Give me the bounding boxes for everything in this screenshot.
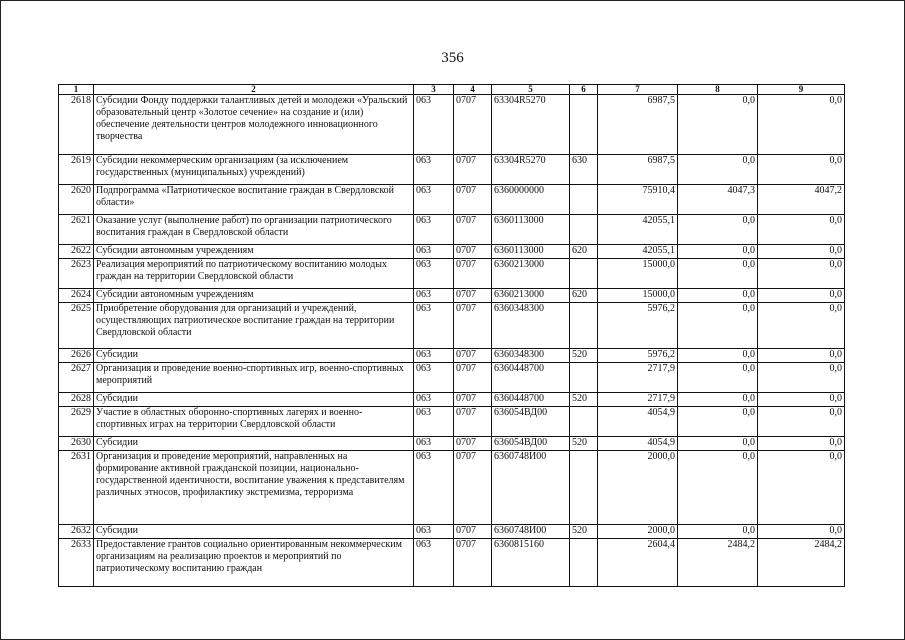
row-target-code: 6360448700 bbox=[492, 363, 570, 393]
row-description: Субсидии автономным учреждениям bbox=[94, 245, 414, 259]
row-ministry-code: 063 bbox=[414, 95, 454, 155]
row-amount-col9: 0,0 bbox=[758, 451, 845, 525]
row-section-code: 0707 bbox=[454, 451, 492, 525]
row-section-code: 0707 bbox=[454, 393, 492, 407]
row-amount-col9: 0,0 bbox=[758, 259, 845, 289]
table-body bbox=[59, 95, 845, 587]
row-section-code: 0707 bbox=[454, 539, 492, 587]
row-description: Субсидии bbox=[94, 437, 414, 451]
row-number: 2628 bbox=[59, 393, 94, 407]
row-section-code: 0707 bbox=[454, 407, 492, 437]
row-amount-col7: 6987,5 bbox=[598, 155, 678, 185]
row-expense-type: 520 bbox=[570, 525, 598, 539]
row-amount-col9: 0,0 bbox=[758, 525, 845, 539]
column-header: 9 bbox=[758, 85, 845, 95]
row-section-code: 0707 bbox=[454, 155, 492, 185]
row-amount-col7: 5976,2 bbox=[598, 303, 678, 349]
row-amount-col7: 5976,2 bbox=[598, 349, 678, 363]
row-target-code: 6360000000 bbox=[492, 185, 570, 215]
row-amount-col7: 15000,0 bbox=[598, 289, 678, 303]
row-ministry-code: 063 bbox=[414, 155, 454, 185]
row-description: Субсидии bbox=[94, 349, 414, 363]
column-header: 1 bbox=[59, 85, 94, 95]
table-row bbox=[59, 259, 845, 289]
row-target-code: 6360815160 bbox=[492, 539, 570, 587]
row-target-code: 6360213000 bbox=[492, 259, 570, 289]
row-amount-col9: 0,0 bbox=[758, 245, 845, 259]
header-row bbox=[59, 85, 845, 95]
row-ministry-code: 063 bbox=[414, 259, 454, 289]
table-row bbox=[59, 525, 845, 539]
row-target-code: 6360748И00 bbox=[492, 525, 570, 539]
row-amount-col8: 0,0 bbox=[678, 155, 758, 185]
row-amount-col9: 0,0 bbox=[758, 349, 845, 363]
row-section-code: 0707 bbox=[454, 525, 492, 539]
column-header: 5 bbox=[492, 85, 570, 95]
row-expense-type bbox=[570, 363, 598, 393]
row-description: Субсидии bbox=[94, 525, 414, 539]
table-row bbox=[59, 349, 845, 363]
row-number: 2625 bbox=[59, 303, 94, 349]
table-row bbox=[59, 185, 845, 215]
table-row bbox=[59, 451, 845, 525]
row-amount-col9: 0,0 bbox=[758, 95, 845, 155]
row-ministry-code: 063 bbox=[414, 185, 454, 215]
row-amount-col8: 0,0 bbox=[678, 95, 758, 155]
row-amount-col8: 0,0 bbox=[678, 451, 758, 525]
row-expense-type bbox=[570, 407, 598, 437]
column-header: 6 bbox=[570, 85, 598, 95]
row-target-code: 6360213000 bbox=[492, 289, 570, 303]
row-description: Оказание услуг (выполнение работ) по организации патриотического воспитания граждан в Свердловской области bbox=[94, 215, 414, 245]
row-expense-type: 520 bbox=[570, 393, 598, 407]
row-amount-col7: 2717,9 bbox=[598, 393, 678, 407]
row-ministry-code: 063 bbox=[414, 289, 454, 303]
row-ministry-code: 063 bbox=[414, 539, 454, 587]
page-number: 356 bbox=[441, 50, 464, 66]
table-row bbox=[59, 155, 845, 185]
row-description: Приобретение оборудования для организаций и учреждений, осуществляющих патриотическое воспитание граждан на территории Свердловской области bbox=[94, 303, 414, 349]
table-row bbox=[59, 393, 845, 407]
row-amount-col7: 6987,5 bbox=[598, 95, 678, 155]
row-amount-col8: 0,0 bbox=[678, 259, 758, 289]
row-description: Субсидии некоммерческим организациям (за исключением государственных (муниципальных) учреждений) bbox=[94, 155, 414, 185]
row-description: Субсидии Фонду поддержки талантливых детей и молодежи «Уральский образовательный центр «Золотое сечение» на создание и (или) обеспечение деятельности центров молодежного инновационного творчества bbox=[94, 95, 414, 155]
row-amount-col8: 0,0 bbox=[678, 349, 758, 363]
table-row bbox=[59, 363, 845, 393]
row-amount-col7: 75910,4 bbox=[598, 185, 678, 215]
row-number: 2631 bbox=[59, 451, 94, 525]
row-amount-col7: 2000,0 bbox=[598, 451, 678, 525]
row-amount-col9: 4047,2 bbox=[758, 185, 845, 215]
row-section-code: 0707 bbox=[454, 259, 492, 289]
row-description: Субсидии автономным учреждениям bbox=[94, 289, 414, 303]
row-number: 2629 bbox=[59, 407, 94, 437]
row-amount-col7: 2000,0 bbox=[598, 525, 678, 539]
row-target-code: 636054ВД00 bbox=[492, 407, 570, 437]
row-amount-col9: 0,0 bbox=[758, 407, 845, 437]
row-amount-col9: 0,0 bbox=[758, 303, 845, 349]
row-expense-type: 620 bbox=[570, 289, 598, 303]
row-target-code: 6360748И00 bbox=[492, 451, 570, 525]
column-header: 4 bbox=[454, 85, 492, 95]
row-ministry-code: 063 bbox=[414, 363, 454, 393]
row-ministry-code: 063 bbox=[414, 245, 454, 259]
row-amount-col8: 0,0 bbox=[678, 393, 758, 407]
row-section-code: 0707 bbox=[454, 437, 492, 451]
row-target-code: 6360348300 bbox=[492, 349, 570, 363]
row-target-code: 636054ВД00 bbox=[492, 437, 570, 451]
row-expense-type: 630 bbox=[570, 155, 598, 185]
row-amount-col8: 0,0 bbox=[678, 245, 758, 259]
row-expense-type bbox=[570, 259, 598, 289]
row-expense-type bbox=[570, 303, 598, 349]
row-expense-type: 620 bbox=[570, 245, 598, 259]
row-section-code: 0707 bbox=[454, 349, 492, 363]
row-target-code: 63304R5270 bbox=[492, 155, 570, 185]
table-row bbox=[59, 95, 845, 155]
row-amount-col8: 0,0 bbox=[678, 525, 758, 539]
row-target-code: 6360113000 bbox=[492, 215, 570, 245]
column-header: 2 bbox=[94, 85, 414, 95]
row-amount-col9: 0,0 bbox=[758, 393, 845, 407]
row-description: Участие в областных оборонно-спортивных лагерях и военно-спортивных играх на территории Свердловской области bbox=[94, 407, 414, 437]
row-number: 2632 bbox=[59, 525, 94, 539]
row-amount-col7: 2604,4 bbox=[598, 539, 678, 587]
row-number: 2622 bbox=[59, 245, 94, 259]
row-amount-col9: 0,0 bbox=[758, 289, 845, 303]
table-row bbox=[59, 215, 845, 245]
row-amount-col9: 2484,2 bbox=[758, 539, 845, 587]
row-ministry-code: 063 bbox=[414, 451, 454, 525]
row-amount-col8: 0,0 bbox=[678, 437, 758, 451]
row-amount-col7: 42055,1 bbox=[598, 245, 678, 259]
row-target-code: 6360448700 bbox=[492, 393, 570, 407]
budget-table bbox=[58, 84, 845, 587]
column-header: 8 bbox=[678, 85, 758, 95]
row-amount-col8: 4047,3 bbox=[678, 185, 758, 215]
row-ministry-code: 063 bbox=[414, 303, 454, 349]
row-section-code: 0707 bbox=[454, 303, 492, 349]
row-number: 2624 bbox=[59, 289, 94, 303]
table-row bbox=[59, 289, 845, 303]
row-number: 2630 bbox=[59, 437, 94, 451]
row-section-code: 0707 bbox=[454, 363, 492, 393]
row-amount-col7: 4054,9 bbox=[598, 437, 678, 451]
row-section-code: 0707 bbox=[454, 215, 492, 245]
row-amount-col7: 15000,0 bbox=[598, 259, 678, 289]
column-header: 3 bbox=[414, 85, 454, 95]
row-amount-col7: 4054,9 bbox=[598, 407, 678, 437]
row-amount-col8: 0,0 bbox=[678, 407, 758, 437]
row-target-code: 63304R5270 bbox=[492, 95, 570, 155]
row-number: 2621 bbox=[59, 215, 94, 245]
row-expense-type bbox=[570, 215, 598, 245]
row-number: 2620 bbox=[59, 185, 94, 215]
table-row bbox=[59, 245, 845, 259]
row-target-code: 6360113000 bbox=[492, 245, 570, 259]
row-ministry-code: 063 bbox=[414, 407, 454, 437]
row-number: 2623 bbox=[59, 259, 94, 289]
row-amount-col9: 0,0 bbox=[758, 437, 845, 451]
row-section-code: 0707 bbox=[454, 95, 492, 155]
row-expense-type bbox=[570, 539, 598, 587]
table-row bbox=[59, 437, 845, 451]
row-expense-type bbox=[570, 451, 598, 525]
row-ministry-code: 063 bbox=[414, 525, 454, 539]
row-description: Предоставление грантов социально ориентированным некоммерческим организациям на реализацию проектов и мероприятий по патриотическому воспитанию граждан bbox=[94, 539, 414, 587]
row-number: 2619 bbox=[59, 155, 94, 185]
table-row bbox=[59, 303, 845, 349]
table-row bbox=[59, 407, 845, 437]
row-section-code: 0707 bbox=[454, 245, 492, 259]
column-header: 7 bbox=[598, 85, 678, 95]
row-amount-col8: 0,0 bbox=[678, 363, 758, 393]
row-amount-col9: 0,0 bbox=[758, 363, 845, 393]
row-expense-type: 520 bbox=[570, 349, 598, 363]
row-ministry-code: 063 bbox=[414, 437, 454, 451]
row-amount-col8: 0,0 bbox=[678, 289, 758, 303]
row-expense-type bbox=[570, 95, 598, 155]
row-ministry-code: 063 bbox=[414, 393, 454, 407]
row-expense-type bbox=[570, 185, 598, 215]
row-amount-col9: 0,0 bbox=[758, 155, 845, 185]
row-description: Организация и проведение мероприятий, направленных на формирование активной гражданской позиции, национально-государственной идентичности, воспитание уважения к представителям различных этносов, профилактику экстремизма, терроризма bbox=[94, 451, 414, 525]
row-amount-col8: 0,0 bbox=[678, 303, 758, 349]
row-section-code: 0707 bbox=[454, 289, 492, 303]
table-row bbox=[59, 539, 845, 587]
row-description: Реализация мероприятий по патриотическому воспитанию молодых граждан на территории Свердловской области bbox=[94, 259, 414, 289]
row-amount-col8: 0,0 bbox=[678, 215, 758, 245]
row-ministry-code: 063 bbox=[414, 349, 454, 363]
row-ministry-code: 063 bbox=[414, 215, 454, 245]
row-section-code: 0707 bbox=[454, 185, 492, 215]
row-description: Субсидии bbox=[94, 393, 414, 407]
row-expense-type: 520 bbox=[570, 437, 598, 451]
row-number: 2618 bbox=[59, 95, 94, 155]
row-description: Организация и проведение военно-спортивных игр, военно-спортивных мероприятий bbox=[94, 363, 414, 393]
row-amount-col8: 2484,2 bbox=[678, 539, 758, 587]
row-number: 2627 bbox=[59, 363, 94, 393]
row-amount-col7: 2717,9 bbox=[598, 363, 678, 393]
row-number: 2626 bbox=[59, 349, 94, 363]
row-number: 2633 bbox=[59, 539, 94, 587]
row-amount-col9: 0,0 bbox=[758, 215, 845, 245]
row-amount-col7: 42055,1 bbox=[598, 215, 678, 245]
row-description: Подпрограмма «Патриотическое воспитание граждан в Свердловской области» bbox=[94, 185, 414, 215]
row-target-code: 6360348300 bbox=[492, 303, 570, 349]
